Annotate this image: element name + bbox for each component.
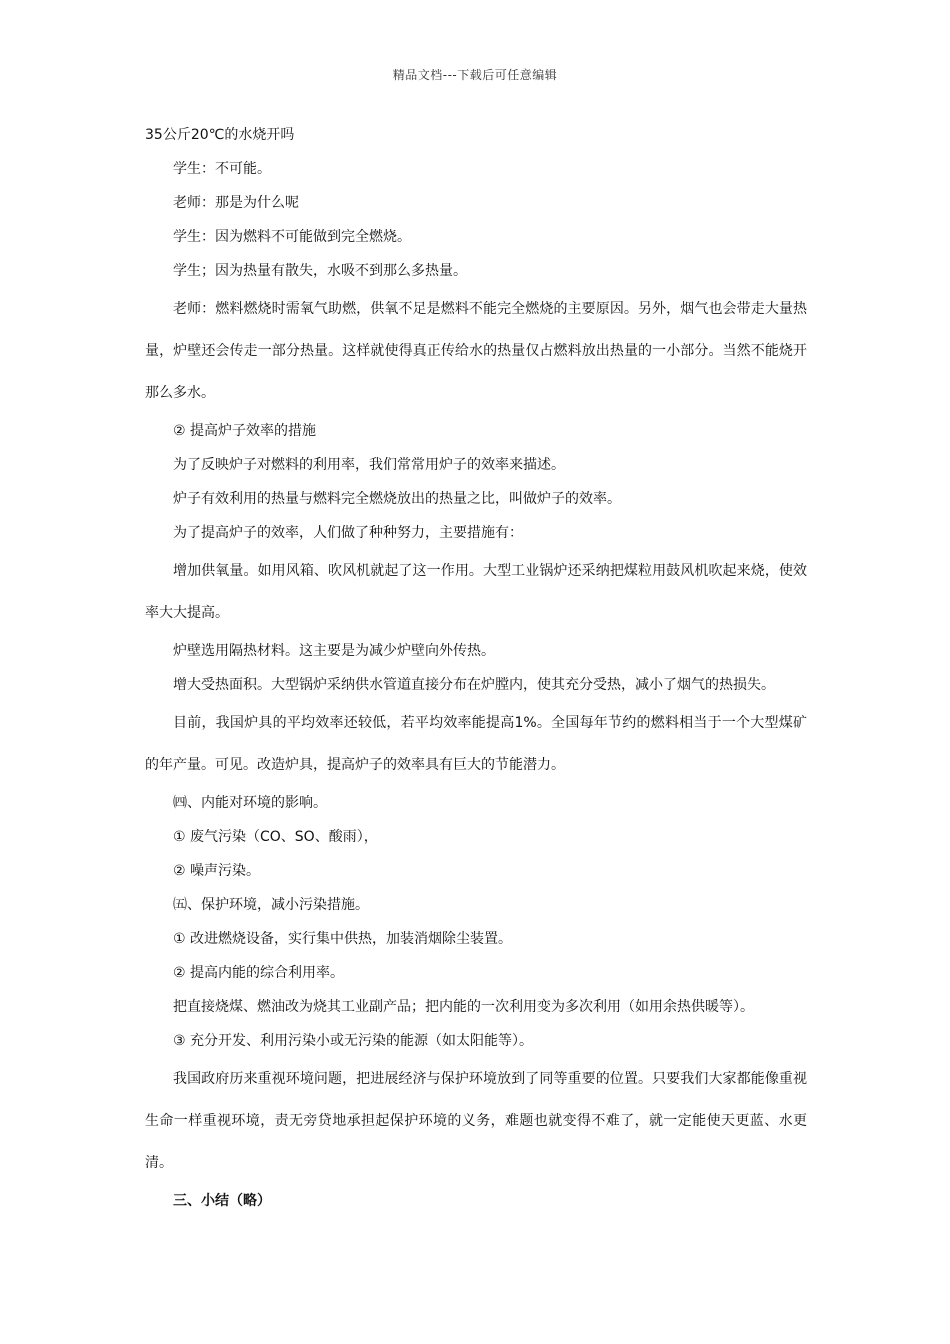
paragraph: 我国政府历来重视环境问题，把进展经济与保护环境放到了同等重要的位置。只要我们大家都能像重视生命一样重视环境，责无旁贷地承担起保护环境的义务，难题也就变得不难了，就一定能使天更蓝、水更清。 (145, 1071, 807, 1171)
paragraph: 学生；因为热量有散失，水吸不到那么多热量。 (173, 263, 467, 279)
paragraph: 炉子有效利用的热量与燃料完全燃烧放出的热量之比，叫做炉子的效率。 (173, 491, 621, 507)
paragraph: 学生：不可能。 (173, 161, 271, 177)
paragraph: ① 废气污染（CO、SO、酸雨）， (173, 829, 378, 845)
section-heading: 三、小结（略） (173, 1193, 271, 1209)
paragraph: 老师：那是为什么呢 (173, 195, 299, 211)
paragraph: 35公斤20℃的水烧开吗 (145, 127, 295, 143)
paragraph: ② 噪声污染。 (173, 863, 261, 879)
paragraph: 把直接烧煤、燃油改为烧其工业副产品；把内能的一次利用变为多次利用（如用余热供暖等）。 (173, 999, 754, 1015)
paragraph: ② 提高内能的综合利用率。 (173, 965, 345, 981)
paragraph: ㈤、保护环境，减小污染措施。 (173, 897, 369, 913)
paragraph: ㈣、内能对环境的影响。 (173, 795, 327, 811)
paragraph: ① 改进燃烧设备，实行集中供热，加装消烟除尘装置。 (173, 931, 512, 947)
paragraph: 目前，我国炉具的平均效率还较低，若平均效率能提高1%。全国每年节约的燃料相当于一个大型煤矿的年产量。可见。改造炉具，提高炉子的效率具有巨大的节能潜力。 (145, 715, 807, 773)
paragraph: 老师：燃料燃烧时需氧气助燃，供氧不足是燃料不能完全燃烧的主要原因。另外，烟气也会带走大量热量，炉壁还会传走一部分热量。这样就使得真正传给水的热量仅占燃料放出热量的一小部分。当然不能烧开那么多水。 (145, 301, 807, 401)
paragraph: 增加供氧量。如用风箱、吹风机就起了这一作用。大型工业锅炉还采纳把煤粒用鼓风机吹起来烧，使效率大大提高。 (145, 563, 807, 621)
paragraph: 增大受热面积。大型锅炉采纳供水管道直接分布在炉膛内，使其充分受热，减小了烟气的热损失。 (173, 677, 775, 693)
paragraph: 炉壁选用隔热材料。这主要是为减少炉壁向外传热。 (173, 643, 495, 659)
paragraph: 为了反映炉子对燃料的利用率，我们常常用炉子的效率来描述。 (173, 457, 565, 473)
paragraph: 学生：因为燃料不可能做到完全燃烧。 (173, 229, 411, 245)
page-header: 精品文档---下载后可任意编辑 (392, 68, 558, 82)
document-body (145, 118, 807, 1218)
paragraph: 为了提高炉子的效率，人们做了种种努力，主要措施有： (173, 525, 523, 541)
paragraph: ② 提高炉子效率的措施 (173, 423, 317, 439)
paragraph: ③ 充分开发、利用污染小或无污染的能源（如太阳能等）。 (173, 1033, 533, 1049)
